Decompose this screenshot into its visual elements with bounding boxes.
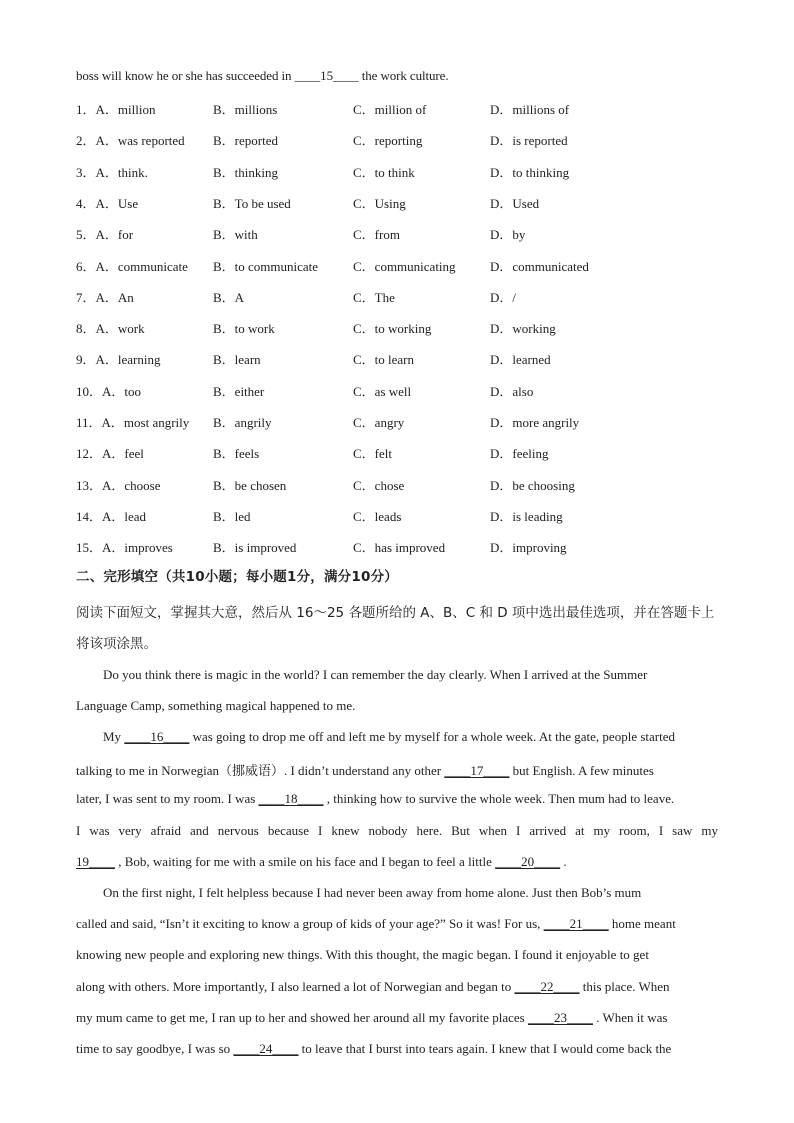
text-span: , Bob, waiting for me with a smile on his face and I began to feel a little [115, 854, 496, 869]
option-d: D．is reported [490, 133, 568, 148]
question-number: 12．A． [76, 446, 125, 461]
option-d: D．is leading [490, 509, 563, 524]
intro-text-after: the work culture. [358, 68, 449, 83]
option-b: B．To be used [213, 196, 291, 211]
option-b: B．with [213, 227, 258, 242]
question-number-and-option-a [76, 381, 141, 400]
question-row [76, 162, 736, 182]
option-d: D．feeling [490, 446, 549, 461]
question-row [76, 256, 736, 276]
instruction-line-2: 将该项涂黑。 [76, 636, 157, 652]
question-row [76, 287, 736, 307]
question-row [76, 193, 736, 213]
text-span: but English. A few minutes [509, 763, 654, 778]
option-d: D．improving [490, 540, 567, 555]
option-c: C．angry [353, 415, 405, 430]
option-c: C．chose [353, 478, 405, 493]
option-b: B．be chosen [213, 478, 287, 493]
passage-p1-line1: Do you think there is magic in the world? I can remember the day clearly. When I arrived at the Summer [103, 667, 648, 682]
option-c: C．reporting [353, 133, 423, 148]
text-span: talking to me in Norwegian（挪威语）. I didn’t understand any other [76, 763, 445, 778]
text-span: home meant [608, 916, 676, 931]
question-number-and-option-a [76, 537, 173, 556]
option-a: improves [124, 540, 173, 555]
option-d: D．to thinking [490, 165, 570, 180]
question-number-and-option-a [76, 443, 144, 462]
option-d: D．working [490, 321, 556, 336]
option-a: choose [124, 478, 161, 493]
question-number-and-option-a [76, 224, 133, 243]
question-row [76, 412, 736, 432]
text-span: My [103, 729, 125, 744]
option-b: B．feels [213, 446, 260, 461]
option-b: B．reported [213, 133, 278, 148]
option-a: think. [117, 165, 148, 180]
option-c: C．Using [353, 196, 406, 211]
option-b: B．either [213, 384, 265, 399]
question-row [76, 99, 736, 119]
question-number-and-option-a [76, 99, 155, 118]
option-d: D．/ [490, 290, 517, 305]
instruction-line-1: 阅读下面短文，掌握其大意，然后从 16～25 各题所给的 A、B、C 和 D 项中选出最佳选项，并在答题卡上 [76, 605, 715, 621]
question-number: 15．A． [76, 540, 125, 555]
option-a: work [117, 321, 145, 336]
blank-18: ____18____ [258, 791, 324, 806]
passage-p2-line1 [103, 729, 718, 745]
option-c: C．The [353, 290, 395, 305]
option-d: D．by [490, 227, 526, 242]
option-b: B．millions [213, 102, 278, 117]
text-span: along with others. More importantly, I also learned a lot of Norwegian and began to [76, 979, 515, 994]
question-row [76, 443, 736, 463]
option-d: D．also [490, 384, 534, 399]
text-span: time to say goodbye, I was so [76, 1041, 234, 1056]
question-number: 13．A． [76, 478, 125, 493]
section-heading: 二、完形填空（共10小题；每小题1分，满分10分） [76, 569, 398, 585]
blank-22: ____22____ [514, 979, 580, 994]
passage-p3-line5 [76, 1010, 718, 1026]
option-d: D．more angrily [490, 415, 580, 430]
question-row [76, 537, 736, 557]
option-a: communicate [117, 259, 188, 274]
passage-p3-line6 [76, 1041, 718, 1057]
passage-p2-line3 [76, 791, 718, 807]
option-d: D．be choosing [490, 478, 575, 493]
question-number-and-option-a [76, 506, 146, 525]
blank-17: ____17____ [444, 763, 510, 778]
option-a: learning [117, 352, 161, 367]
option-a: feel [124, 446, 144, 461]
question-number: 2．A． [76, 133, 118, 148]
option-c: C．felt [353, 446, 392, 461]
question-row [76, 224, 736, 244]
question-row [76, 349, 736, 369]
question-number: 10．A． [76, 384, 125, 399]
passage-p3-line4 [76, 979, 718, 995]
blank-23: ____23____ [527, 1010, 593, 1025]
option-d: D．learned [490, 352, 551, 367]
intro-text-before: boss will know he or she has succeeded in [76, 68, 295, 83]
question-number-and-option-a [76, 412, 189, 431]
text-span: to leave that I burst into tears again. I knew that I would come back the [298, 1041, 672, 1056]
question-number-and-option-a [76, 130, 185, 149]
option-c: C．to working [353, 321, 432, 336]
option-b: B．thinking [213, 165, 279, 180]
blank-15: ____15____ [294, 68, 359, 83]
option-a: most angrily [123, 415, 190, 430]
option-a: was reported [117, 133, 185, 148]
option-a: An [117, 290, 134, 305]
question-number: 3．A． [76, 165, 118, 180]
passage-p3-line3: knowing new people and exploring new things. With this thought, the magic began. I found it enjoyable to get [76, 947, 649, 962]
option-c: C．to think [353, 165, 415, 180]
passage-p3-line1: On the first night, I felt helpless because I had never been away from home alone. Just then Bob’s mum [103, 885, 642, 900]
option-c: C．leads [353, 509, 402, 524]
blank-24: ____24____ [233, 1041, 299, 1056]
question-number: 5．A． [76, 227, 118, 242]
passage-p2-line4: I was very afraid and nervous because I knew nobody here. But when I arrived at my room, I saw my [76, 823, 718, 838]
option-b: B．is improved [213, 540, 297, 555]
option-c: C．to learn [353, 352, 415, 367]
text-span: this place. When [579, 979, 670, 994]
text-span: , thinking how to survive the whole week. Then mum had to leave. [323, 791, 675, 806]
text-span: my mum came to get me, I ran up to her and showed her around all my favorite places [76, 1010, 528, 1025]
option-a: too [124, 384, 142, 399]
blank-16: ____16____ [124, 729, 190, 744]
passage-p1-line2: Language Camp, something magical happened to me. [76, 698, 356, 713]
question-row [76, 506, 736, 526]
blank-19: 19____ [76, 854, 115, 869]
question-number: 11．A． [76, 415, 124, 430]
option-b: B．learn [213, 352, 261, 367]
question-number-and-option-a [76, 318, 145, 337]
text-span: later, I was sent to my room. I was [76, 791, 259, 806]
option-c: C．as well [353, 384, 412, 399]
question-number: 7．A． [76, 290, 118, 305]
passage-p3-line2 [76, 916, 718, 932]
option-b: B．led [213, 509, 251, 524]
question-number: 9．A． [76, 352, 118, 367]
option-c: C．from [353, 227, 400, 242]
option-c: C．has improved [353, 540, 446, 555]
blank-20: ____20____ [495, 854, 561, 869]
question-number: 14．A． [76, 509, 125, 524]
question-number: 1．A． [76, 102, 118, 117]
blank-21: ____21____ [543, 916, 609, 931]
option-b: B．A [213, 290, 245, 305]
question-row [76, 130, 736, 150]
text-span: . [560, 854, 567, 869]
option-c: C．million of [353, 102, 427, 117]
option-c: C．communicating [353, 259, 456, 274]
question-row [76, 318, 736, 338]
option-b: B．angrily [213, 415, 272, 430]
question-number: 4．A． [76, 196, 118, 211]
question-row [76, 381, 736, 401]
option-a: lead [124, 509, 147, 524]
question-number-and-option-a [76, 349, 160, 368]
text-span: was going to drop me off and left me by myself for a whole week. At the gate, people started [189, 729, 675, 744]
option-d: D．millions of [490, 102, 570, 117]
question-number-and-option-a [76, 162, 148, 181]
text-span: . When it was [592, 1010, 668, 1025]
question-number-and-option-a [76, 475, 161, 494]
intro-line [76, 68, 448, 84]
question-number-and-option-a [76, 287, 134, 306]
question-number: 6．A． [76, 259, 118, 274]
option-a: Use [117, 196, 139, 211]
question-row [76, 475, 736, 495]
question-number-and-option-a [76, 256, 188, 275]
option-d: D．communicated [490, 259, 589, 274]
option-b: B．to communicate [213, 259, 319, 274]
question-number-and-option-a [76, 193, 138, 212]
passage-p2-line2 [76, 760, 718, 779]
option-b: B．to work [213, 321, 275, 336]
option-a: for [117, 227, 134, 242]
question-number: 8．A． [76, 321, 118, 336]
passage-p2-line5 [76, 854, 718, 870]
text-span: called and said, “Isn’t it exciting to know a group of kids of your age?” So it was! For us, [76, 916, 544, 931]
option-a: million [117, 102, 156, 117]
option-d: D．Used [490, 196, 540, 211]
